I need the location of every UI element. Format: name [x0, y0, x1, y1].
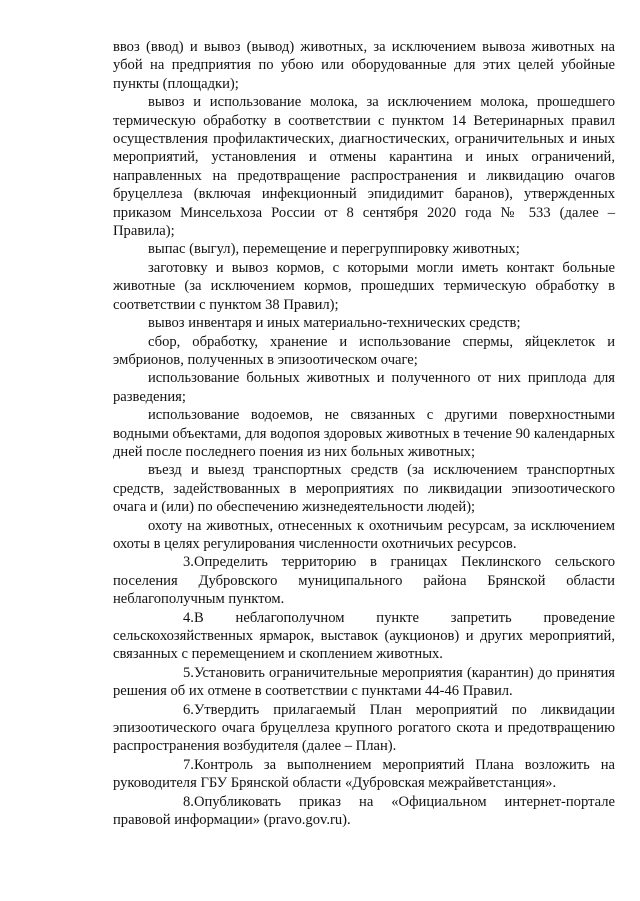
item-number: 3.: [183, 554, 194, 571]
numbered-item-5: [113, 664, 615, 701]
item-number: 8.: [183, 793, 194, 810]
document-page: [113, 38, 615, 829]
paragraph-hunting-ban: охоту на животных, отнесенных к охотничьим ресурсам, за исключением охоты в целях регулирования численности охотничьих ресурсов.: [113, 517, 615, 552]
paragraph-water-ban: использование водоемов, не связанных с другими поверхностными водными объектами, для водопоя здоровых животных в течение 90 календарных дней после последнего поения из них больных животных;: [113, 407, 615, 460]
paragraph-transport-ban: въезд и выезд транспортных средств (за исключением транспортных средств, задействованных в мероприятиях по ликвидации эпизоотического очага и (или) по обеспечению жизнедеятельности людей);: [113, 462, 615, 516]
item-text: Контроль за выполнением мероприятий Плана возложить на руководителя ГБУ Брянской области «Дубровская межрайветстанция».: [113, 756, 615, 792]
item-number: 4.: [183, 609, 194, 626]
paragraph-inventory-ban: вывоз инвентаря и иных материально-технических средств;: [148, 315, 521, 332]
item-text: Установить ограничительные мероприятия (карантин) до принятия решения об их отмене в соответствии с пунктами 44-46 Правил.: [113, 664, 615, 700]
paragraph-grazing-ban: выпас (выгул), перемещение и перегруппировку животных;: [148, 241, 520, 258]
item-text: Опубликовать приказ на «Официальном интернет-портале правовой информации» (pravo.gov.ru).: [113, 793, 615, 829]
item-text: Утвердить прилагаемый План мероприятий по ликвидации эпизоотического очага бруцеллеза крупного рогатого скота и предотвращению распространения возбудителя (далее – План).: [113, 701, 615, 755]
paragraph-sperm-ban: сбор, обработку, хранение и использование спермы, яйцеклеток и эмбрионов, полученных в эпизоотическом очаге;: [113, 333, 615, 368]
numbered-item-7: [113, 756, 615, 793]
numbered-item-6: [113, 701, 615, 756]
numbered-item-8: [113, 793, 615, 830]
paragraph-milk-ban: вывоз и использование молока, за исключением молока, прошедшего термическую обработку в соответствии с пунктом 14 Ветеринарных правил осуществления профилактических, диагностических, ограничительных и иных мероприятий, установления и отмены карантина и иных ограничений, направленных на предотвращение распространения и ликвидацию очагов бруцеллеза (включая инфекционный эпидидимит баранов), утвержденных приказом Минсельхоза России от 8 сентября 2020 года № 533 (далее – Правила);: [113, 94, 615, 240]
paragraph-feed-ban: заготовку и вывоз кормов, с которыми могли иметь контакт больные животные (за исключением кормов, прошедших термическую обработку в соответствии с пунктом 38 Правил);: [113, 259, 615, 313]
item-text: В неблагополучном пункте запретить проведение сельскохозяйственных ярмарок, выставок (аукционов) и других мероприятий, связанных с перемещением и скоплением животных.: [113, 609, 615, 663]
paragraph-breeding-ban: использование больных животных и полученного от них приплода для разведения;: [113, 370, 615, 405]
paragraph-entry-ban: ввоз (ввод) и вывоз (вывод) животных, за исключением вывоза животных на убой на предприятия по убою или оборудованные для этих целей убойные пункты (площадки);: [113, 39, 615, 92]
item-number: 6.: [183, 701, 194, 718]
item-number: 7.: [183, 756, 194, 773]
item-number: 5.: [183, 664, 194, 681]
numbered-item-3: [113, 553, 615, 608]
item-text: Определить территорию в границах Пеклинского сельского поселения Дубровского муниципального района Брянской области неблагополучным пунктом.: [113, 554, 615, 608]
numbered-item-4: [113, 609, 615, 664]
